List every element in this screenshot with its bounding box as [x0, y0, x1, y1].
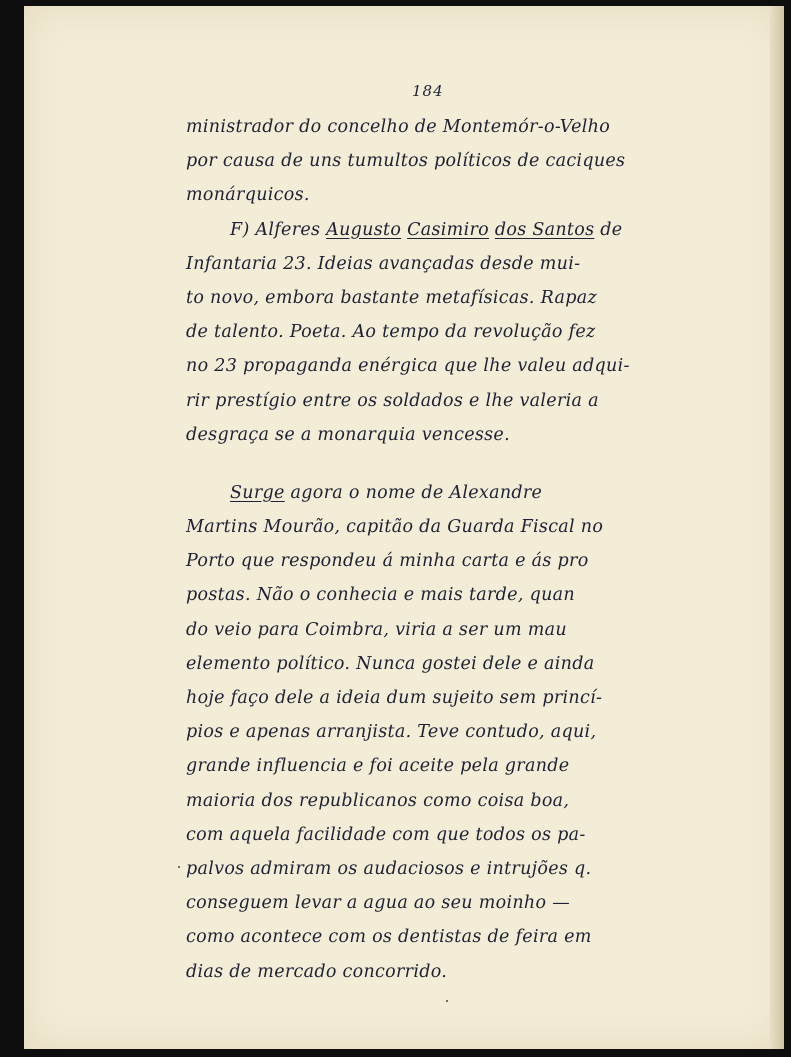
text-line: monárquicos.: [186, 185, 310, 206]
text-line: Infantaria 23. Ideias avançadas desde mui-: [186, 253, 581, 274]
page-edge: [770, 6, 784, 1049]
text-line: postas. Não o conhecia e mais tarde, quan: [186, 585, 575, 606]
underlined-name: dos Santos: [494, 219, 595, 240]
ink-speck: [446, 1000, 448, 1002]
text-line: palvos admiram os audaciosos e intrujões q.: [186, 858, 592, 879]
text-line: ministrador do concelho de Montemór-o-Velho: [186, 117, 611, 137]
text-line-paragraph-f: [186, 213, 696, 247]
item-marker-text: F) Alferes: [230, 219, 327, 240]
underlined-word: Surge: [230, 482, 285, 503]
text-line: por causa de uns tumultos políticos de caciques: [186, 151, 626, 172]
text-line: rir prestígio entre os soldados e lhe valeria a: [186, 390, 599, 411]
text-line: dias de mercado concorrido.: [186, 961, 448, 982]
text-line: desgraça se a monarquia vencesse.: [186, 424, 510, 445]
text-line: no 23 propaganda enérgica que lhe valeu adqui-: [186, 356, 630, 377]
text-line: de talento. Poeta. Ao tempo da revolução fez: [186, 322, 596, 343]
text-line: como acontece com os dentistas de feira em: [186, 927, 592, 948]
underlined-name: Augusto: [326, 219, 402, 240]
text-fragment: de: [594, 219, 623, 240]
text-line: do veio para Coimbra, viria a ser um mau: [186, 619, 567, 640]
text-line: pios e apenas arranjista. Teve contudo, aqui,: [186, 722, 597, 743]
handwritten-text-body: [186, 110, 696, 989]
text-line: elemento político. Nunca gostei dele e ainda: [186, 653, 595, 674]
text-line: conseguem levar a agua ao seu moinho —: [186, 893, 571, 914]
text-line: hoje faço dele a ideia dum sujeito sem princí-: [186, 688, 603, 708]
ink-speck: [178, 866, 180, 868]
text-line: Martins Mourão, capitão da Guarda Fiscal no: [186, 517, 604, 538]
text-fragment: agora o nome de Alexandre: [284, 482, 543, 503]
paragraph-gap: [186, 452, 696, 476]
text-line: grande influencia e foi aceite pela grande: [186, 756, 570, 777]
text-line-paragraph-start: [186, 476, 696, 510]
page-number: 184: [412, 82, 444, 100]
text-line: to novo, embora bastante metafísicas. Rapaz: [186, 287, 598, 308]
text-line: com aquela facilidade com que todos os pa-: [186, 824, 586, 845]
text-line: maioria dos republicanos como coisa boa,: [186, 790, 570, 811]
underlined-name: Casimiro: [407, 219, 489, 240]
text-line: Porto que respondeu á minha carta e ás pro: [186, 551, 589, 572]
